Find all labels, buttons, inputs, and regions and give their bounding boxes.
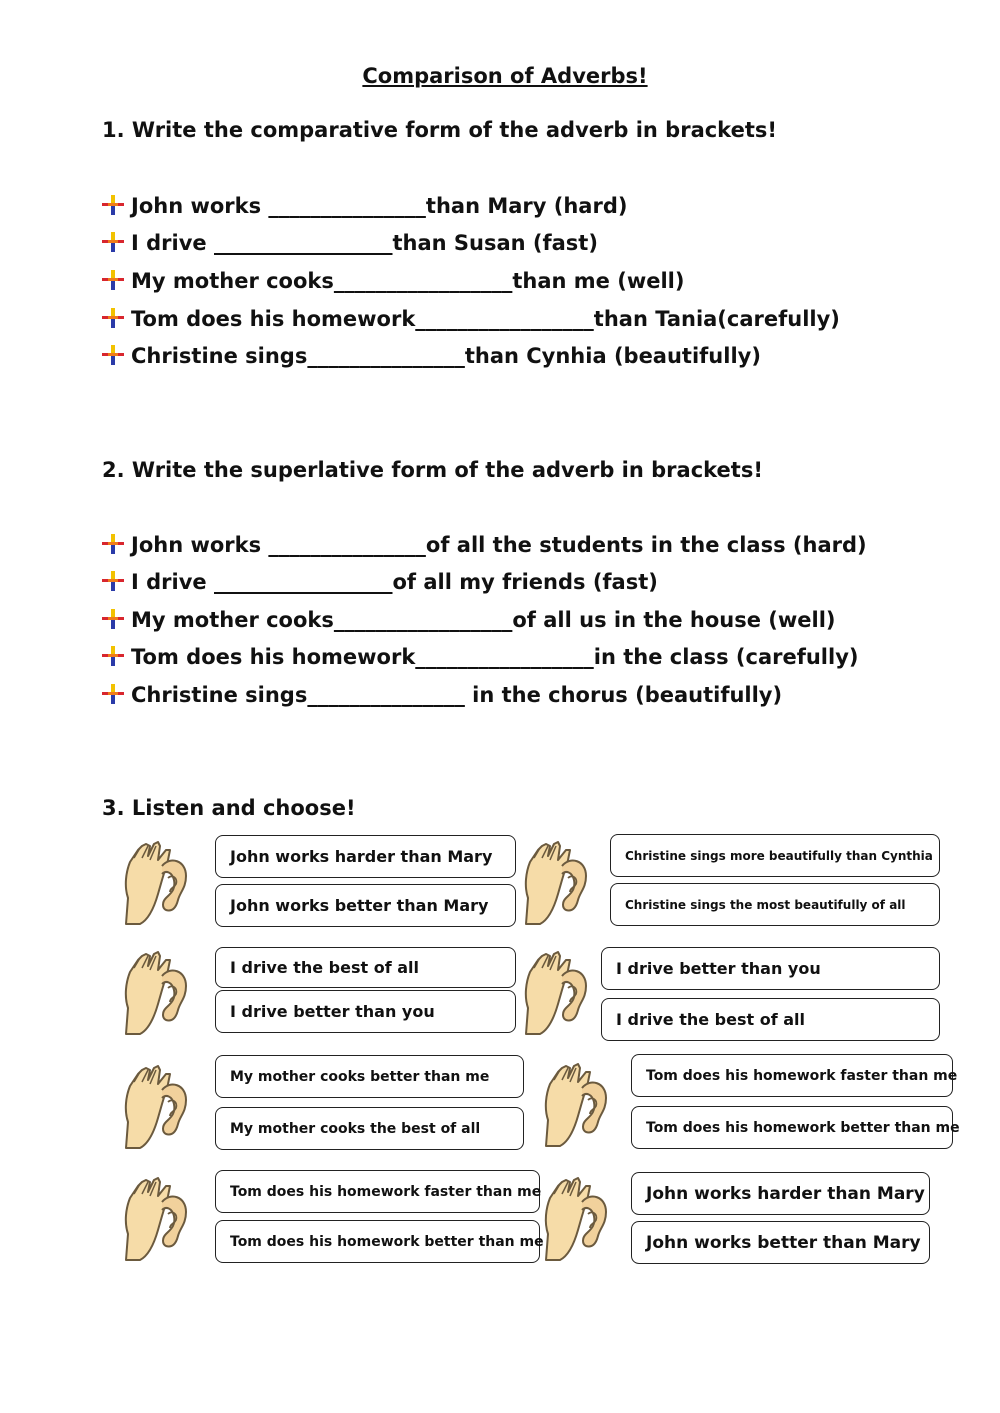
option-group7-b[interactable]: Tom does his homework better than me	[215, 1220, 540, 1263]
item-text: Christine sings_______________than Cynhia (beautifully)	[131, 344, 761, 368]
option-group4-b[interactable]: I drive the best of all	[601, 998, 940, 1041]
bullet-icon	[102, 345, 124, 365]
option-group1-a[interactable]: John works harder than Mary	[215, 835, 516, 878]
option-group4-a[interactable]: I drive better than you	[601, 947, 940, 990]
section1-item-4[interactable]	[102, 307, 840, 331]
bullet-icon	[102, 308, 124, 328]
option-group8-a[interactable]: John works harder than Mary	[631, 1172, 930, 1215]
option-group3-b[interactable]: I drive better than you	[215, 990, 516, 1033]
bullet-icon	[102, 232, 124, 252]
bullet-icon	[102, 571, 124, 591]
bullet-icon	[102, 195, 124, 215]
item-text: My mother cooks_________________than me (well)	[131, 269, 685, 293]
item-text: Tom does his homework_________________in the class (carefully)	[131, 645, 859, 669]
section3-heading: 3. Listen and choose!	[102, 796, 356, 820]
option-group3-a[interactable]: I drive the best of all	[215, 947, 516, 988]
option-group2-a[interactable]: Christine sings more beautifully than Cynthia	[610, 834, 940, 877]
section1-heading: 1. Write the comparative form of the adverb in brackets!	[102, 118, 777, 142]
listen-ear-icon[interactable]	[122, 836, 190, 926]
option-group1-b[interactable]: John works better than Mary	[215, 884, 516, 927]
section1-item-5[interactable]	[102, 344, 761, 368]
item-text: John works _______________of all the students in the class (hard)	[131, 533, 867, 557]
page-title: Comparison of Adverbs!	[362, 64, 648, 88]
bullet-icon	[102, 646, 124, 666]
section2-heading: 2. Write the superlative form of the adverb in brackets!	[102, 458, 763, 482]
option-group5-a[interactable]: My mother cooks better than me	[215, 1055, 524, 1098]
section1-item-3[interactable]	[102, 269, 684, 293]
section2-item-5[interactable]	[102, 683, 782, 707]
listen-ear-icon[interactable]	[542, 1172, 610, 1262]
option-group5-b[interactable]: My mother cooks the best of all	[215, 1107, 524, 1150]
item-text: I drive _________________of all my friends (fast)	[131, 570, 658, 594]
item-text: My mother cooks_________________of all us in the house (well)	[131, 608, 836, 632]
listen-ear-icon[interactable]	[542, 1058, 610, 1148]
listen-ear-icon[interactable]	[522, 836, 590, 926]
option-group2-b[interactable]: Christine sings the most beautifully of all	[610, 883, 940, 926]
section2-item-2[interactable]	[102, 570, 658, 594]
listen-ear-icon[interactable]	[122, 1060, 190, 1150]
listen-ear-icon[interactable]	[522, 946, 590, 1036]
section1-item-1[interactable]	[102, 194, 627, 218]
option-group7-a[interactable]: Tom does his homework faster than me	[215, 1170, 540, 1213]
listen-ear-icon[interactable]	[122, 946, 190, 1036]
option-group6-b[interactable]: Tom does his homework better than me	[631, 1106, 953, 1149]
option-group6-a[interactable]: Tom does his homework faster than me	[631, 1054, 953, 1097]
bullet-icon	[102, 609, 124, 629]
item-text: Christine sings_______________ in the chorus (beautifully)	[131, 683, 783, 707]
section1-item-2[interactable]	[102, 231, 598, 255]
option-group8-b[interactable]: John works better than Mary	[631, 1221, 930, 1264]
section2-item-4[interactable]	[102, 645, 859, 669]
item-text: I drive _________________than Susan (fast)	[131, 231, 598, 255]
item-text: Tom does his homework_________________than Tania(carefully)	[131, 307, 840, 331]
section2-item-3[interactable]	[102, 608, 836, 632]
bullet-icon	[102, 684, 124, 704]
section2-item-1[interactable]	[102, 533, 867, 557]
listen-ear-icon[interactable]	[122, 1172, 190, 1262]
bullet-icon	[102, 270, 124, 290]
item-text: John works _______________than Mary (hard)	[131, 194, 628, 218]
bullet-icon	[102, 534, 124, 554]
